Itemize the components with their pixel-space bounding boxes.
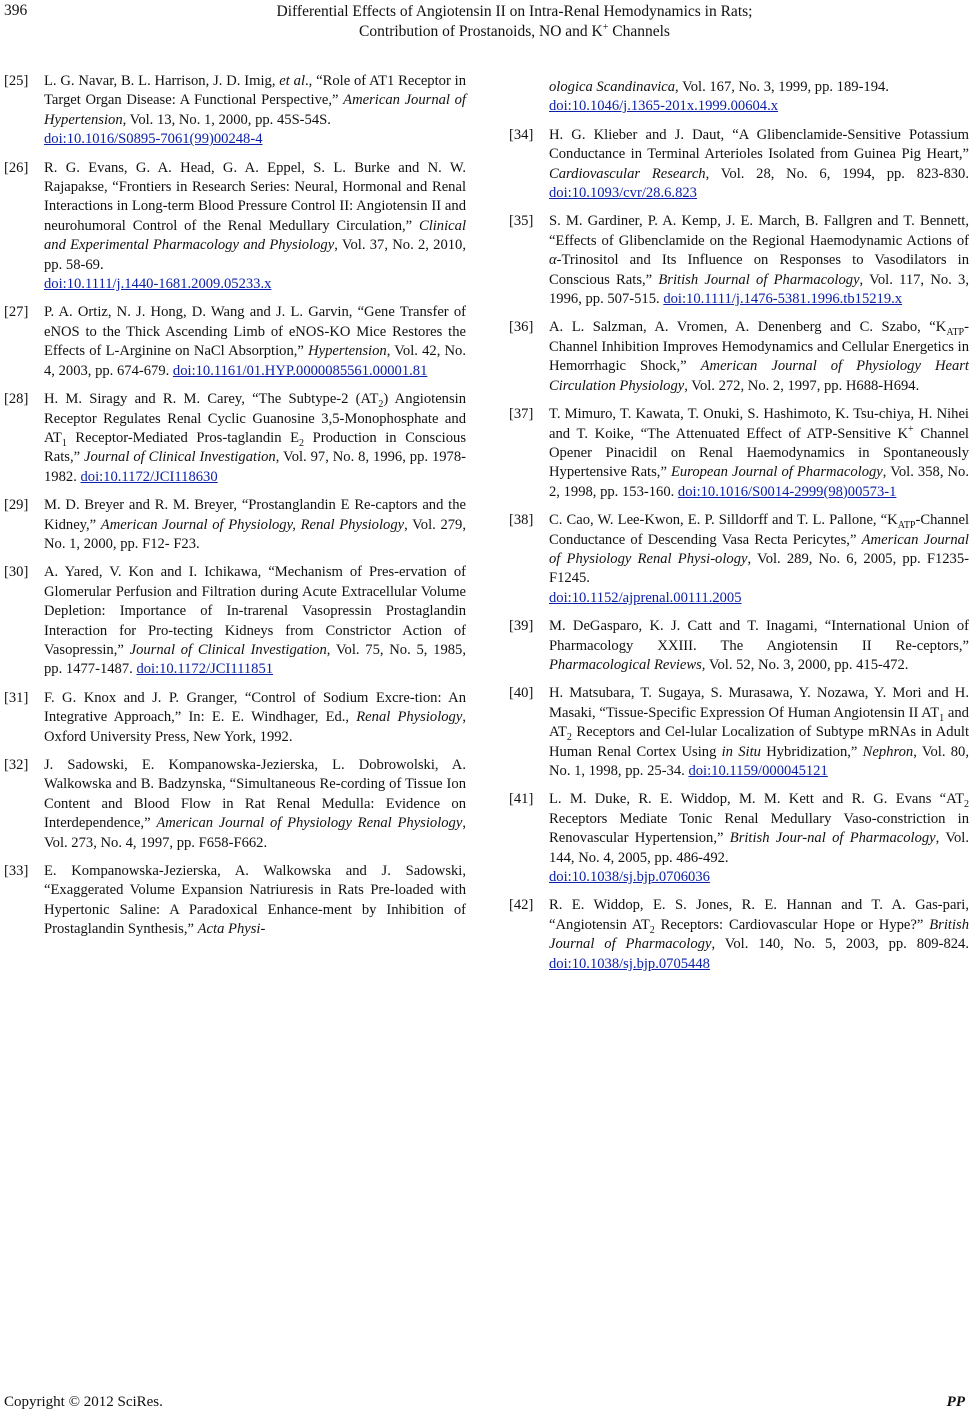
reference-26: [26] R. G. Evans, G. A. Head, G. A. Eppel, S. L. Burke and N. W. Rajapakse, “Frontiers in Research Series: Neural, Hormonal and Renal Interactions in Long-term Blood Pressure Control II: Angiotensin II and neurohumoral Control of the Renal Medullary Circulation,” Clinical and Experimental Pharmacology and Physiology, Vol. 37, No. 2, 2010, pp. 58-69. doi:10.1111/j.1440-1681.2009.05233.x (4, 159, 467, 293)
doi-link[interactable]: doi:10.1152/ajprenal.00111.2005 (549, 589, 742, 606)
doi-link[interactable]: doi:10.1172/JCI111851 (136, 661, 274, 678)
running-title-line1: Differential Effects of Angiotensin II on Intra-Renal Hemodynamics in Rats; (276, 3, 753, 20)
doi-link[interactable]: doi:10.1093/cvr/28.6.823 (549, 185, 697, 202)
doi-link[interactable]: doi:10.1016/S0014-2999(98)00573-1 (677, 483, 897, 500)
reference-36: [36] A. L. Salzman, A. Vromen, A. Denenberg and C. Szabo, “$K_{ATP}$-Channel Inhibition Improves Hemodynamics and Cellular Energetics in Hemorrhagic Shock,” American Journal of Physiology Heart Circulation Physiology, Vol. 272, No. 2, 1997, pp. H688-H694. (509, 319, 969, 394)
running-title-line2: Contribution of Prostanoids, NO and K+ Channels (359, 21, 670, 40)
reference-number: [31] (4, 689, 29, 706)
reference-number: [29] (4, 497, 29, 514)
doi-link[interactable]: doi:10.1016/S0895-7061(99)00248-4 (44, 131, 263, 148)
doi-link[interactable]: doi:10.1111/j.1476-5381.1996.tb15219.x (663, 291, 903, 308)
reference-number: [33] (4, 863, 29, 880)
reference-30: [30] A. Yared, V. Kon and I. Ichikawa, “Mechanism of Pres-ervation of Glomerular Perfusion and Filtration during Acute Extracellular Volume Depletion: Importance of In-trarenal Vasopressin Prostaglandin Interaction for Pro-tecting Kidneys from Constrictor Action of Vasopressin,” Journal of Clinical Investigation, Vol. 75, No. 5, 1985, pp. 1477-1487. doi:10.1172/JCI111851 (4, 564, 467, 678)
reference-number: [35] (509, 213, 534, 230)
reference-number: [36] (509, 319, 534, 336)
doi-link[interactable]: doi:10.1161/01.HYP.0000085561.00001.81 (172, 362, 428, 379)
references-right-column (509, 78, 969, 983)
doi-link[interactable]: doi:10.1038/sj.bjp.0706036 (549, 869, 710, 886)
reference-37: [37] T. Mimuro, T. Kawata, T. Onuki, S. Hashimoto, K. Tsu-chiya, H. Nihei and T. Koike, “The Attenuated Effect of ATP-Sensitive K+ Channel Opener Pinacidil on Renal Haemodynamics in Spontaneously Hypertensive Rats,” European Journal of Pharmacology, Vol. 358, No. 2, 1998, pp. 153-160. doi:10.1016/S0014-2999(98)00573-1 (509, 406, 969, 500)
copyright-notice: Copyright © 2012 SciRes. (4, 1394, 163, 1410)
reference-42: [42] R. E. Widdop, E. S. Jones, R. E. Hannan and T. A. Gas-pari, “Angiotensin $AT_2$ Receptors: Cardiovascular Hope or Hype?” British Journal of Pharmacology, Vol. 140, No. 5, 2003, pp. 809-824. doi:10.1038/sj.bjp.0705448 (509, 897, 969, 972)
reference-40: [40] H. Matsubara, T. Sugaya, S. Murasawa, Y. Nozawa, Y. Mori and H. Masaki, “Tissue-Specific Expression Of Human Angiotensin II $AT_1$ and $AT_2$ Receptors and Cel-lular Localization of Subtype mRNAs in Adult Human Renal Cortex Using in Situ Hybridization,” Nephron, Vol. 80, No. 1, 1998, pp. 25-34. doi:10.1159/000045121 (509, 685, 969, 779)
reference-29: [29] M. D. Breyer and R. M. Breyer, “Prostanglandin E Re-captors and the Kidney,” American Journal of Physiology, Renal Physiology, Vol. 279, No. 1, 2000, pp. F12- F23. (4, 497, 466, 552)
running-title (60, 2, 969, 42)
reference-28: [28] H. M. Siragy and R. M. Carey, “The Subtype-2 $(AT_2)$ Angiotensin Receptor Regulates Renal Cyclic Guanosine 3,5-Monophosphate and $AT_1$ Receptor-Mediated Pros-taglandin $E_2$ Production in Conscious Rats,” Journal of Clinical Investigation, Vol. 97, No. 8, 1996, pp. 1978-1982. doi:10.1172/JCI118630 (4, 391, 466, 485)
reference-35: [35] S. M. Gardiner, P. A. Kemp, J. E. March, B. Fallgren and T. Bennett, “Effects of Glibenclamide on the Regional Haemodynamic Actions of α-Trinositol and Its Influence on Responses to Vasodilators in Conscious Rats,” British Journal of Pharmacology, Vol. 117, No. 3, 1996, pp. 507-515. doi:10.1111/j.1476-5381.1996.tb15219.x (509, 213, 969, 308)
reference-number: [26] (4, 159, 29, 176)
reference-number: [27] (4, 304, 29, 321)
doi-link[interactable]: doi:10.1038/sj.bjp.0705448 (549, 955, 710, 972)
reference-number: [37] (509, 406, 534, 423)
doi-link[interactable]: doi:10.1111/j.1440-1681.2009.05233.x (44, 276, 272, 293)
journal-abbreviation: PP (946, 1394, 965, 1410)
reference-number: [42] (509, 897, 534, 914)
doi-link[interactable]: doi:10.1172/JCI118630 (80, 468, 218, 485)
reference-number: [39] (509, 618, 534, 635)
reference-number: [38] (509, 512, 534, 529)
reference-number: [40] (509, 685, 534, 702)
reference-34: [34] H. G. Klieber and J. Daut, “A Glibenclamide-Sensitive Potassium Conductance in Terminal Arterioles Isolated from Guinea Pig Heart,” Cardiovascular Research, Vol. 28, No. 6, 1994, pp. 823-830. doi:10.1093/cvr/28.6.823 (509, 126, 969, 202)
reference-33: [33] E. Kompanowska-Jezierska, A. Walkowska and J. Sadowski, “Exaggerated Volume Expansion Natriuresis in Rats Pre-loaded with Hypertonic Saline: A Paradoxical Enhance-ment by Inhibition of Prostaglandin Synthesis,” Acta Physi- (4, 863, 466, 938)
reference-31: [31] F. G. Knox and J. P. Granger, “Control of Sodium Excre-tion: An Integrative Approach,” In: E. E. Windhager, Ed., Renal Physiology, Oxford University Press, New York, 1992. (4, 689, 466, 745)
reference-27: [27] P. A. Ortiz, N. J. Hong, D. Wang and J. L. Garvin, “Gene Transfer of eNOS to the Thick Ascending Limb of eNOS-KO Mice Restores the Effects of L-Arginine on NaCl Absorption,” Hypertension, Vol. 42, No. 4, 2003, pp. 674-679. doi:10.1161/01.HYP.0000085561.00001.81 (4, 304, 467, 379)
page-footer (4, 1394, 965, 1411)
doi-link[interactable]: doi:10.1046/j.1365-201x.1999.00604.x (549, 98, 779, 115)
reference-number: [30] (4, 564, 29, 581)
reference-number: [25] (4, 73, 29, 89)
reference-39: [39] M. DeGasparo, K. J. Catt and T. Inagami, “International Union of Pharmacology XXIII. The Angiotensin II Re-ceptors,” Pharmacological Reviews, Vol. 52, No. 3, 2000, pp. 415-472. (509, 618, 969, 673)
page-header (0, 0, 969, 46)
reference-25: [25] L. G. Navar, B. L. Harrison, J. D. Imig, et al., “Role of AT1 Receptor in Target Organ Disease: A Functional Perspective,” American Journal of Hypertension, Vol. 13, No. 1, 2000, pp. 45S-54S. doi:10.1016/S0895-7061(99)00248-4 (4, 73, 466, 148)
page-number: 396 (4, 2, 28, 19)
reference-number: [34] (509, 126, 534, 143)
reference-38: [38] C. Cao, W. Lee-Kwon, E. P. Silldorff and T. L. Pallone, “$K_{ATP}$-Channel Conductance of Descending Vasa Recta Pericytes,” American Journal of Physiology Renal Physi-ology, Vol. 289, No. 6, 2005, pp. F1235-F1245. doi:10.1152/ajprenal.00111.2005 (509, 512, 969, 606)
doi-link[interactable]: doi:10.1159/000045121 (688, 763, 828, 779)
reference-33-continued: ologica Scandinavica, Vol. 167, No. 3, 1999, pp. 189-194. doi:10.1046/j.1365-201x.1999.00604.x (549, 79, 889, 115)
reference-41: [41] L. M. Duke, R. E. Widdop, M. M. Kett and R. G. Evans “$AT_2$ Receptors Mediate Tonic Renal Medullary Vaso-constriction in Renovascular Hypertension,” British Jour-nal of Pharmacology, Vol. 144, No. 4, 2005, pp. 486-492. doi:10.1038/sj.bjp.0706036 (509, 791, 969, 886)
references-left-column (4, 72, 466, 949)
reference-32: [32] J. Sadowski, E. Kompanowska-Jezierska, L. Dobrowolski, A. Walkowska and B. Badzynska, “Simultaneous Re-cording of Tissue Ion Content and Blood Flow in Rat Renal Medulla: Evidence on Interdependence,” American Journal of Physiology Renal Physiology, Vol. 273, No. 4, 1997, pp. F658-F662. (4, 757, 466, 851)
reference-number: [41] (509, 791, 534, 808)
reference-number: [28] (4, 391, 29, 408)
reference-number: [32] (4, 757, 29, 773)
